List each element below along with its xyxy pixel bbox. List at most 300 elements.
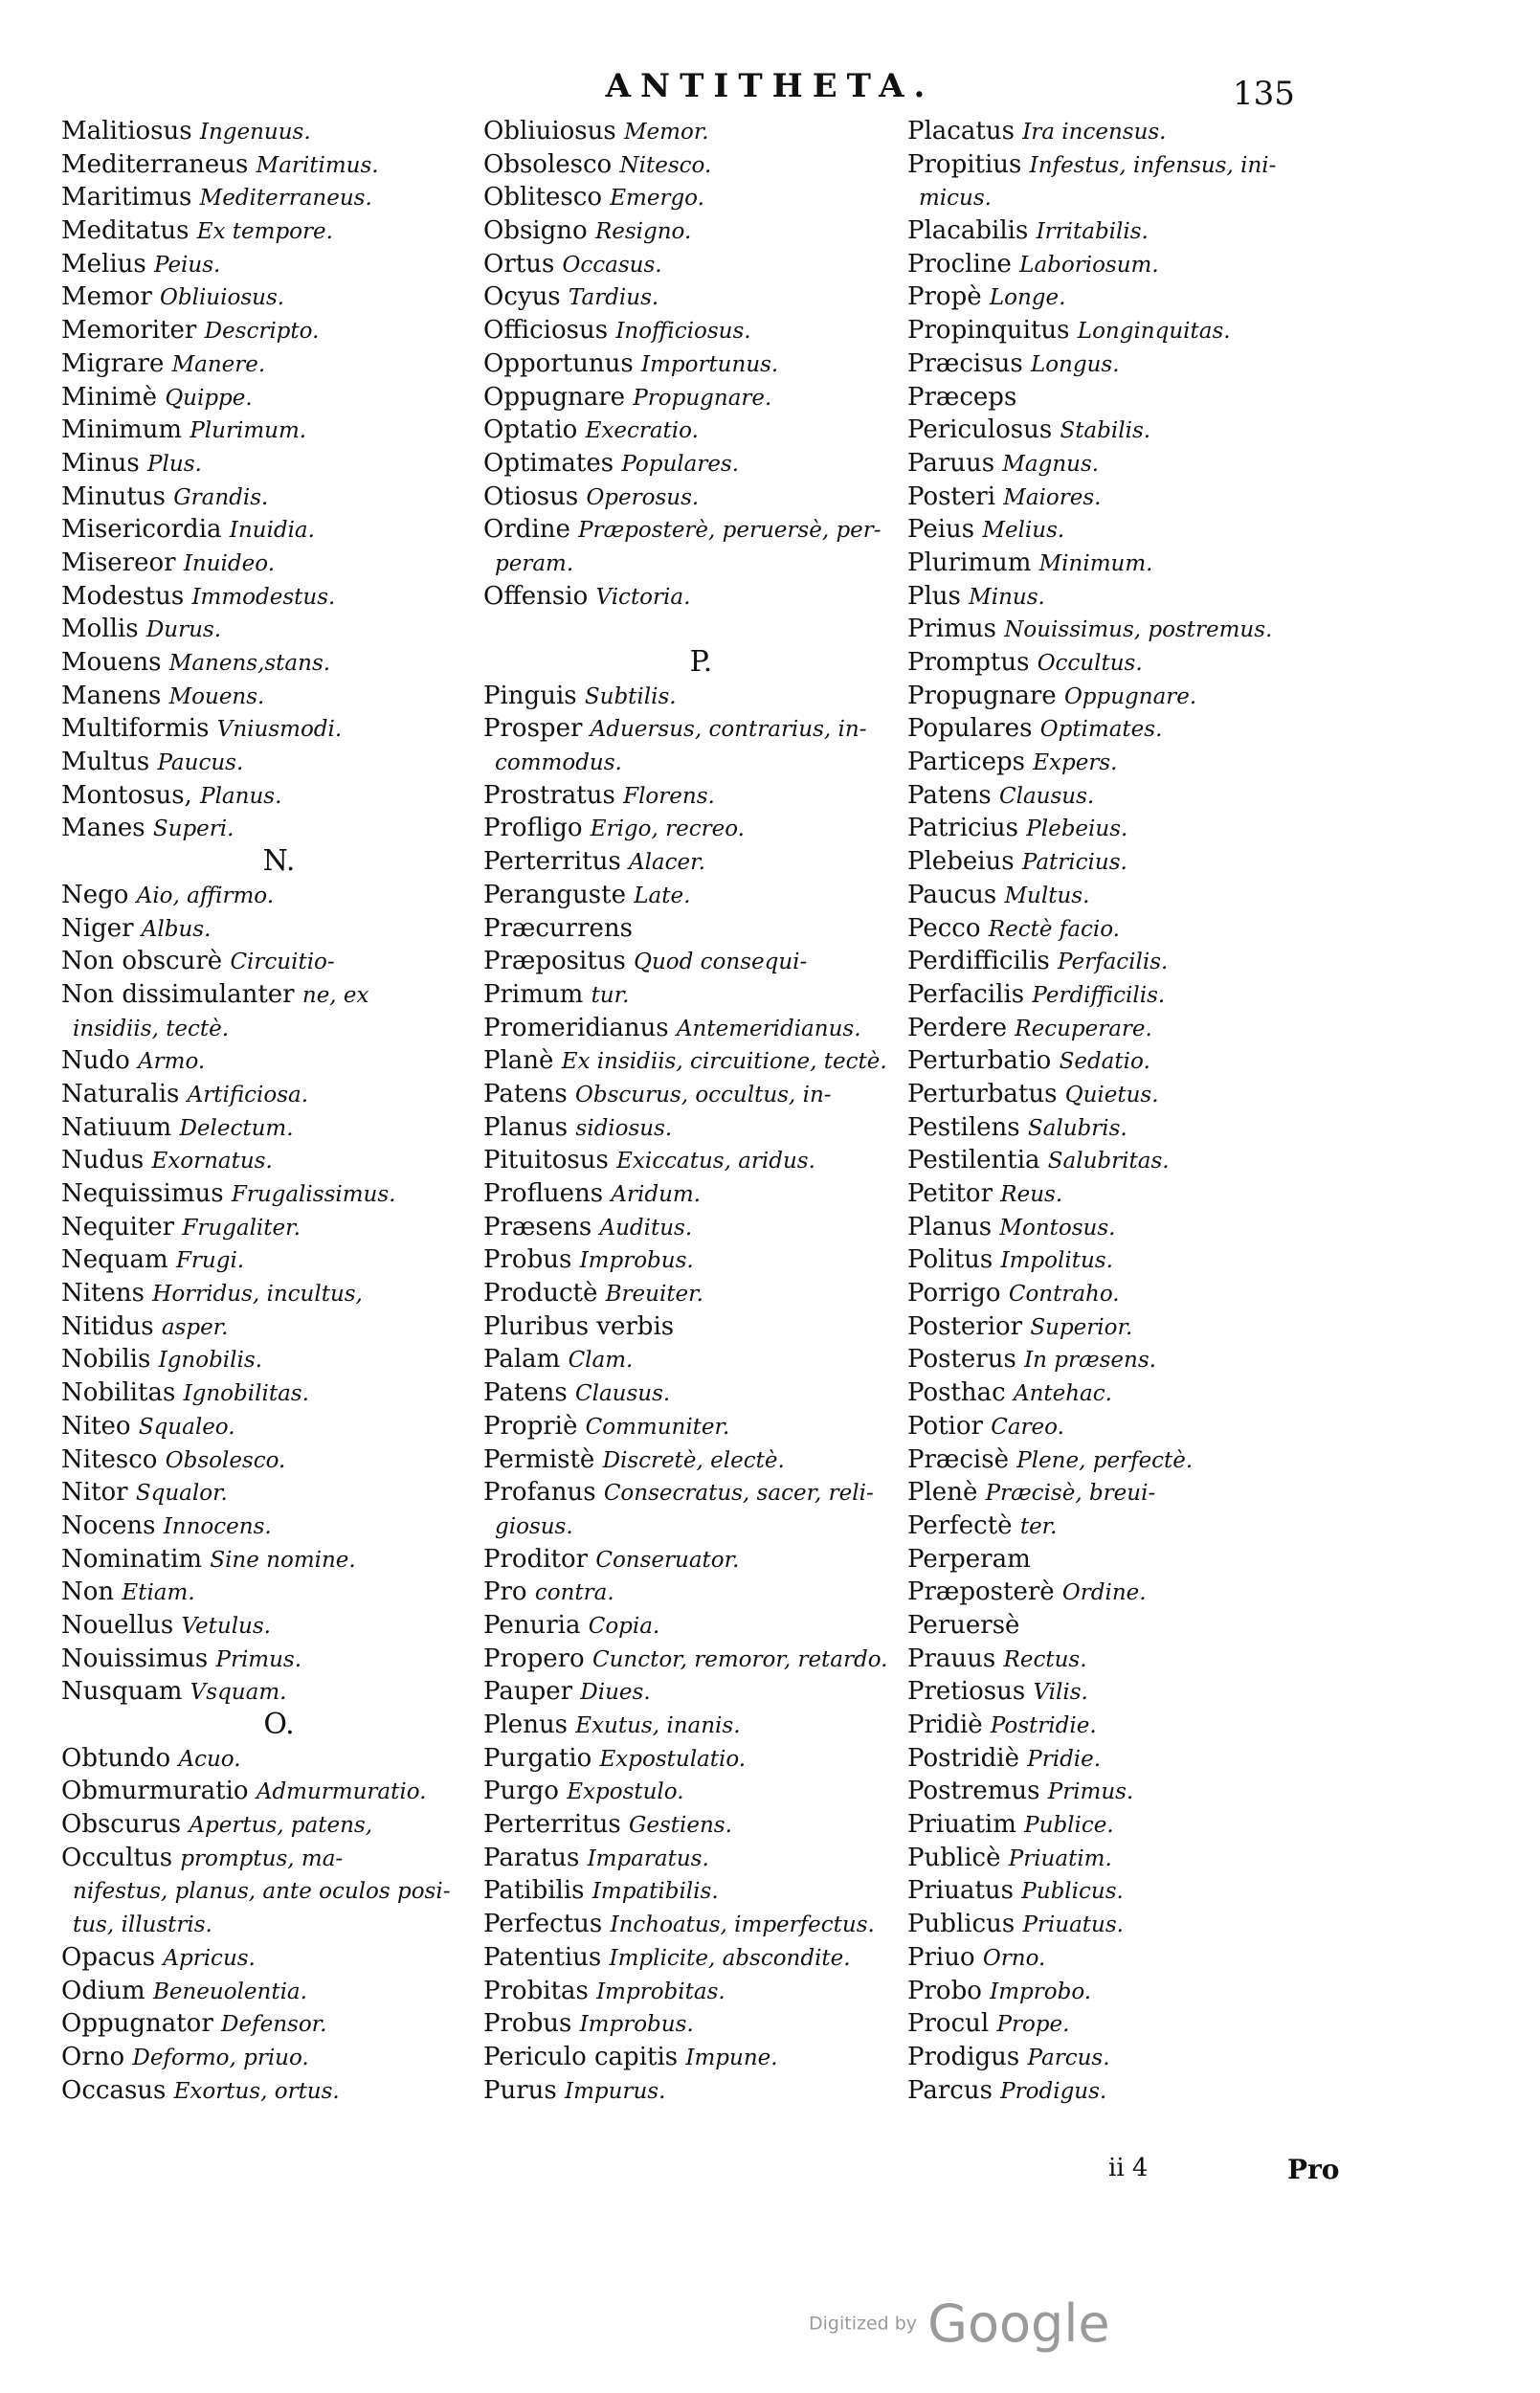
entry bbox=[907, 1742, 1338, 1776]
entry bbox=[483, 2041, 919, 2074]
headword: Minus bbox=[61, 448, 140, 478]
entry bbox=[61, 1211, 497, 1244]
headword: Pretiosus bbox=[907, 1677, 1026, 1707]
entry bbox=[907, 1376, 1338, 1410]
antonym: ter. bbox=[1019, 1513, 1058, 1539]
antonym: Improbitas. bbox=[596, 1979, 725, 2004]
entry bbox=[483, 1975, 919, 2008]
headword: Præcurrens bbox=[483, 913, 633, 943]
headword: Propriè bbox=[483, 1411, 578, 1441]
headword: Ortus bbox=[483, 249, 555, 279]
headword: Priuatim bbox=[907, 1810, 1016, 1840]
antonym: Innocens. bbox=[163, 1513, 272, 1539]
antonym: Melius. bbox=[982, 518, 1065, 544]
antonym: Clausus. bbox=[999, 783, 1095, 809]
antonym: Implicite, abscondite. bbox=[609, 1945, 851, 1971]
entry bbox=[907, 513, 1338, 547]
antonym: Occasus. bbox=[562, 252, 662, 278]
entry bbox=[907, 414, 1338, 447]
entry bbox=[907, 1410, 1338, 1443]
entry bbox=[483, 280, 919, 314]
antonym: Aridum. bbox=[611, 1182, 702, 1207]
headword: Probitas bbox=[483, 1976, 589, 2005]
entry bbox=[483, 447, 919, 481]
column-1 bbox=[61, 115, 497, 2107]
antonym: Frugalissimus. bbox=[231, 1182, 396, 1207]
antonym: Manens,stans. bbox=[168, 651, 331, 676]
headword: Peius bbox=[907, 515, 975, 545]
headword: Perturbatio bbox=[907, 1046, 1052, 1076]
entry bbox=[907, 1343, 1338, 1376]
entry bbox=[483, 314, 919, 347]
antonym: Propugnare. bbox=[633, 385, 772, 411]
antonym: Squalor. bbox=[135, 1481, 228, 1507]
antonym: Mouens. bbox=[168, 683, 265, 709]
antonym: Apertus, patens, bbox=[189, 1813, 373, 1839]
entry bbox=[483, 1476, 919, 1510]
headword: Nequiter bbox=[61, 1212, 175, 1241]
entry bbox=[907, 2074, 1338, 2108]
entry bbox=[483, 414, 919, 447]
headword: Publicus bbox=[907, 1910, 1016, 1939]
antonym: Improbus. bbox=[579, 2012, 694, 2038]
headword: Particeps bbox=[907, 748, 1025, 777]
entry bbox=[907, 1044, 1338, 1078]
entry bbox=[907, 1808, 1338, 1842]
antonym: Admurmuratio. bbox=[256, 1779, 427, 1805]
entry bbox=[907, 613, 1338, 646]
entry bbox=[907, 1543, 1338, 1577]
antonym: Florens. bbox=[623, 783, 715, 809]
entry bbox=[907, 978, 1338, 1012]
antonym: Longe. bbox=[989, 285, 1066, 311]
entry bbox=[61, 580, 497, 614]
antonym: Infestus, infensus, ini- bbox=[1029, 152, 1277, 178]
entry bbox=[907, 1975, 1338, 2008]
antonym: ne, ex bbox=[301, 982, 369, 1008]
entry bbox=[483, 1310, 919, 1344]
headword: Præsens bbox=[483, 1212, 592, 1241]
headword: Prodigus bbox=[907, 2042, 1020, 2071]
headword: Placabilis bbox=[907, 216, 1029, 246]
antonym: Improbo. bbox=[990, 1979, 1092, 2004]
section-letter: N. bbox=[262, 845, 296, 879]
headword: Minimè bbox=[61, 382, 158, 412]
entry bbox=[483, 978, 919, 1012]
antonym: Vilis. bbox=[1033, 1680, 1088, 1706]
headword: Permistè bbox=[483, 1444, 595, 1474]
headword: Prauus bbox=[907, 1644, 996, 1673]
entry bbox=[61, 1941, 497, 1975]
headword: Pluribus verbis bbox=[483, 1311, 675, 1341]
antonym: Postridie. bbox=[990, 1713, 1097, 1738]
entry bbox=[907, 547, 1338, 580]
entry bbox=[483, 1277, 919, 1310]
headword: Posterior bbox=[907, 1311, 1023, 1341]
entry bbox=[483, 779, 919, 813]
headword: Purus bbox=[483, 2075, 557, 2105]
entry bbox=[483, 1410, 919, 1443]
entry bbox=[61, 347, 497, 381]
headword: Modestus bbox=[61, 581, 185, 611]
headword: Purgo bbox=[483, 1777, 559, 1806]
antonym: Execratio. bbox=[585, 418, 699, 444]
headword: Pauper bbox=[483, 1677, 573, 1707]
blank-line bbox=[483, 613, 919, 646]
headword: Paucus bbox=[907, 880, 997, 909]
antonym: Artificiosa. bbox=[187, 1082, 309, 1107]
headword: Perperam bbox=[907, 1544, 1031, 1574]
headword: Nudo bbox=[61, 1046, 130, 1076]
entry bbox=[907, 779, 1338, 813]
headword: Pestilentia bbox=[907, 1146, 1040, 1175]
headword: Probus bbox=[483, 2009, 572, 2039]
entry bbox=[61, 1476, 497, 1510]
antonym: Rectè facio. bbox=[988, 916, 1120, 942]
google-logo: Google bbox=[927, 2293, 1110, 2354]
antonym: Subtilis. bbox=[584, 683, 677, 709]
entry bbox=[907, 2041, 1338, 2074]
entry bbox=[483, 812, 919, 845]
headword: Perdere bbox=[907, 1013, 1007, 1042]
headword: Niteo bbox=[61, 1411, 131, 1441]
entry bbox=[61, 1177, 497, 1211]
entry bbox=[483, 945, 919, 978]
antonym: Minus. bbox=[969, 584, 1045, 610]
headword: Malitiosus bbox=[61, 117, 192, 145]
entry bbox=[483, 879, 919, 912]
headword: Occasus bbox=[61, 2075, 167, 2105]
entry bbox=[483, 1675, 919, 1709]
headword: Periculo capitis bbox=[483, 2042, 679, 2071]
antonym: Quod consequi- bbox=[634, 950, 808, 975]
antonym: Vsquam. bbox=[190, 1680, 287, 1706]
headword: Nego bbox=[61, 880, 129, 909]
antonym: Apricus. bbox=[163, 1945, 256, 1971]
entry bbox=[483, 1874, 919, 1908]
entry bbox=[907, 148, 1338, 182]
antonym: Ex insidiis, circuitione, tectè. bbox=[561, 1049, 887, 1075]
antonym: tur. bbox=[591, 982, 630, 1008]
antonym: Expers. bbox=[1033, 750, 1118, 776]
antonym: Beneuolentia. bbox=[152, 1979, 307, 2004]
headword: Patens bbox=[907, 780, 992, 810]
headword: Porrigo bbox=[907, 1279, 1001, 1308]
entry bbox=[61, 1410, 497, 1443]
headword: Purgatio bbox=[483, 1743, 592, 1773]
antonym: Publicus. bbox=[1021, 1879, 1124, 1905]
antonym: Ordine. bbox=[1061, 1580, 1147, 1606]
entry bbox=[907, 712, 1338, 746]
antonym: Acuo. bbox=[178, 1746, 241, 1772]
entry bbox=[61, 1775, 497, 1808]
entry bbox=[907, 115, 1338, 148]
entry bbox=[907, 680, 1338, 713]
antonym: Horridus, incultus, bbox=[152, 1282, 363, 1308]
entry bbox=[483, 680, 919, 713]
antonym: Perdifficilis. bbox=[1032, 982, 1166, 1008]
headword: Perterritus bbox=[483, 847, 621, 877]
headword: Obscurus bbox=[61, 1810, 182, 1840]
headword: Productè bbox=[483, 1279, 598, 1308]
antonym: Memor. bbox=[624, 120, 709, 145]
entry bbox=[483, 481, 919, 514]
running-title: ANTITHETA. bbox=[605, 67, 935, 105]
headword: Proditor bbox=[483, 1544, 589, 1574]
entry bbox=[907, 912, 1338, 946]
antonym: Inofficiosus. bbox=[615, 319, 751, 345]
antonym: Ira incensus. bbox=[1022, 120, 1167, 145]
headword: Pinguis bbox=[483, 681, 577, 710]
antonym: Copia. bbox=[588, 1613, 660, 1639]
antonym: Priuatim. bbox=[1008, 1845, 1112, 1871]
antonym: Plurimum. bbox=[190, 418, 307, 444]
antonym: Importunus. bbox=[640, 351, 779, 377]
antonym: promptus, ma- bbox=[180, 1845, 344, 1871]
section-letter: O. bbox=[263, 1709, 295, 1741]
entry bbox=[483, 2074, 919, 2108]
antonym: giosus. bbox=[495, 1513, 573, 1539]
antonym: sidiosus. bbox=[575, 1115, 673, 1141]
entry bbox=[907, 1709, 1338, 1742]
antonym: Defensor. bbox=[221, 2012, 327, 2038]
antonym: micus. bbox=[919, 186, 992, 212]
entry bbox=[61, 680, 497, 713]
antonym: Nitesco. bbox=[619, 152, 712, 178]
antonym: Impune. bbox=[685, 2045, 778, 2070]
entry bbox=[483, 1808, 919, 1842]
headword: Profluens bbox=[483, 1179, 604, 1208]
antonym: Planus. bbox=[200, 783, 282, 809]
entry-continuation bbox=[907, 181, 1338, 214]
antonym: insidiis, tectè. bbox=[73, 1016, 230, 1041]
headword: Officiosus bbox=[483, 316, 609, 346]
antonym: Perfacilis. bbox=[1058, 950, 1169, 975]
headword: Obsolesco bbox=[483, 149, 613, 179]
antonym: Populares. bbox=[621, 451, 740, 477]
entry-continuation bbox=[61, 1908, 497, 1941]
antonym: Clam. bbox=[568, 1348, 634, 1374]
entry bbox=[61, 148, 497, 182]
antonym: Sine nomine. bbox=[210, 1547, 356, 1573]
entry bbox=[907, 580, 1338, 614]
antonym: Durus. bbox=[145, 617, 222, 643]
headword: Præceps bbox=[907, 382, 1017, 412]
entry bbox=[483, 1443, 919, 1477]
entry bbox=[907, 1476, 1338, 1510]
entry bbox=[907, 1675, 1338, 1709]
antonym: Prodigus. bbox=[1000, 2078, 1107, 2104]
headword: Probus bbox=[483, 1245, 572, 1275]
entry bbox=[483, 148, 919, 182]
antonym: Occultus. bbox=[1037, 651, 1143, 676]
headword: Publicè bbox=[907, 1843, 1001, 1872]
antonym: Mediterraneus. bbox=[199, 186, 372, 212]
entry bbox=[483, 1044, 919, 1078]
entry bbox=[61, 1543, 497, 1577]
entry bbox=[483, 1243, 919, 1277]
headword: Multus bbox=[61, 748, 150, 777]
headword: Promeridianus bbox=[483, 1013, 669, 1042]
headword: Præposterè bbox=[907, 1577, 1055, 1607]
antonym: Montosus. bbox=[999, 1215, 1116, 1241]
antonym: Impurus. bbox=[565, 2078, 666, 2104]
headword: Prostratus bbox=[483, 780, 615, 810]
antonym: Longus. bbox=[1030, 351, 1120, 377]
entry bbox=[483, 181, 919, 214]
entry bbox=[483, 845, 919, 879]
entry bbox=[483, 1775, 919, 1808]
entry bbox=[907, 280, 1338, 314]
headword: Nobilitas bbox=[61, 1378, 176, 1408]
headword: Probo bbox=[907, 1976, 982, 2005]
headword: Planus bbox=[907, 1212, 993, 1241]
entry bbox=[61, 2007, 497, 2041]
antonym: Primus. bbox=[1047, 1779, 1134, 1805]
antonym: Peius. bbox=[154, 252, 221, 278]
antonym: Aduersus, contrarius, in- bbox=[590, 717, 867, 743]
antonym: Inchoatus, imperfectus. bbox=[610, 1912, 875, 1938]
entry bbox=[907, 447, 1338, 481]
entry bbox=[61, 280, 497, 314]
entry bbox=[61, 1111, 497, 1145]
entry-continuation bbox=[483, 547, 919, 580]
entry bbox=[61, 115, 497, 148]
headword: Nusquam bbox=[61, 1677, 183, 1707]
entry bbox=[61, 1243, 497, 1277]
headword: Prosper bbox=[483, 714, 583, 744]
entry bbox=[483, 1376, 919, 1410]
page-number: 135 bbox=[1233, 75, 1295, 113]
entry bbox=[61, 646, 497, 680]
headword: Oppugnator bbox=[61, 2009, 213, 2039]
entry bbox=[61, 181, 497, 214]
antonym: Pridie. bbox=[1027, 1746, 1102, 1772]
headword: Paratus bbox=[483, 1843, 580, 1872]
headword: Planè bbox=[483, 1046, 554, 1076]
antonym: Patricius. bbox=[1021, 850, 1127, 876]
entry bbox=[907, 1177, 1338, 1211]
entry bbox=[907, 945, 1338, 978]
antonym: Descripto. bbox=[204, 319, 320, 345]
entry bbox=[483, 712, 919, 746]
entry bbox=[907, 314, 1338, 347]
headword: Præcisè bbox=[907, 1444, 1009, 1474]
antonym: Resigno. bbox=[594, 219, 692, 245]
headword: Melius bbox=[61, 249, 146, 279]
antonym: peram. bbox=[495, 550, 574, 576]
headword: Orno bbox=[61, 2042, 125, 2071]
headword: Parcus bbox=[907, 2075, 993, 2105]
antonym: Obscurus, occultus, in- bbox=[575, 1082, 832, 1107]
entry bbox=[483, 1908, 919, 1941]
entry bbox=[61, 1376, 497, 1410]
headword: Nitens bbox=[61, 1279, 145, 1308]
entry bbox=[61, 1510, 497, 1543]
headword: Priuo bbox=[907, 1942, 975, 1972]
headword: Pridiè bbox=[907, 1711, 983, 1739]
headword: Migrare bbox=[61, 348, 165, 378]
headword: Plus bbox=[907, 581, 961, 611]
antonym: Ingenuus. bbox=[199, 120, 311, 145]
headword: Nequissimus bbox=[61, 1179, 224, 1208]
entry bbox=[483, 912, 919, 946]
headword: Natiuum bbox=[61, 1112, 172, 1142]
entry bbox=[61, 1842, 497, 1875]
antonym: Imparatus. bbox=[587, 1845, 709, 1871]
antonym: asper. bbox=[161, 1314, 229, 1340]
headword: Perfectè bbox=[907, 1510, 1013, 1540]
headword: Priuatus bbox=[907, 1876, 1015, 1906]
entry bbox=[907, 1576, 1338, 1609]
headword: Periculosus bbox=[907, 415, 1053, 445]
headword: Propinquitus bbox=[907, 316, 1070, 346]
headword: Perturbatus bbox=[907, 1079, 1058, 1108]
entry bbox=[61, 1277, 497, 1310]
antonym: Paucus. bbox=[157, 750, 244, 776]
entry bbox=[61, 214, 497, 248]
entry bbox=[483, 1709, 919, 1742]
entry bbox=[907, 1111, 1338, 1145]
antonym: Gestiens. bbox=[628, 1813, 732, 1839]
entry bbox=[61, 1643, 497, 1676]
entry bbox=[483, 1343, 919, 1376]
antonym: contra. bbox=[534, 1580, 614, 1606]
entry bbox=[61, 912, 497, 946]
headword: Propugnare bbox=[907, 681, 1057, 710]
entry bbox=[61, 1975, 497, 2008]
entry bbox=[907, 347, 1338, 381]
headword: Palam bbox=[483, 1345, 561, 1375]
entry bbox=[907, 381, 1338, 414]
headword: Perfacilis bbox=[907, 979, 1025, 1009]
antonym: Inuideo. bbox=[183, 550, 275, 576]
antonym: Vetulus. bbox=[181, 1613, 271, 1639]
antonym: Priuatus. bbox=[1022, 1912, 1124, 1938]
headword: Pituitosus bbox=[483, 1146, 609, 1175]
antonym: Præposterè, peruersè, per- bbox=[578, 518, 882, 544]
entry bbox=[483, 1643, 919, 1676]
antonym: Superior. bbox=[1030, 1314, 1133, 1340]
antonym: Præcisè, breui- bbox=[985, 1481, 1156, 1507]
headword: Optatio bbox=[483, 415, 578, 445]
antonym: Discretè, electè. bbox=[602, 1447, 785, 1473]
antonym: Stabilis. bbox=[1060, 418, 1151, 444]
antonym: Operosus. bbox=[586, 484, 700, 510]
headword: Propitius bbox=[907, 149, 1022, 179]
entry bbox=[483, 1842, 919, 1875]
digitized-prefix: Digitized by bbox=[809, 2313, 918, 2335]
headword: Penuria bbox=[483, 1610, 581, 1640]
headword: Pestilens bbox=[907, 1112, 1020, 1142]
digitized-watermark bbox=[809, 2293, 1110, 2354]
antonym: Careo. bbox=[991, 1414, 1064, 1440]
column-3 bbox=[907, 115, 1338, 2107]
headword: Oblitesco bbox=[483, 183, 602, 212]
antonym: Victoria. bbox=[595, 584, 691, 610]
headword: Promptus bbox=[907, 648, 1030, 677]
entry bbox=[907, 1609, 1338, 1643]
headword: Ordine bbox=[483, 515, 570, 545]
headword: Obmurmuratio bbox=[61, 1777, 249, 1806]
antonym: Exutus, inanis. bbox=[575, 1713, 741, 1738]
antonym: Multus. bbox=[1004, 883, 1090, 908]
antonym: Inuidia. bbox=[229, 518, 315, 544]
headword: Non obscurè bbox=[61, 947, 223, 976]
antonym: Clausus. bbox=[575, 1381, 671, 1407]
entry bbox=[483, 1941, 919, 1975]
antonym: Consecratus, sacer, reli- bbox=[603, 1481, 874, 1507]
